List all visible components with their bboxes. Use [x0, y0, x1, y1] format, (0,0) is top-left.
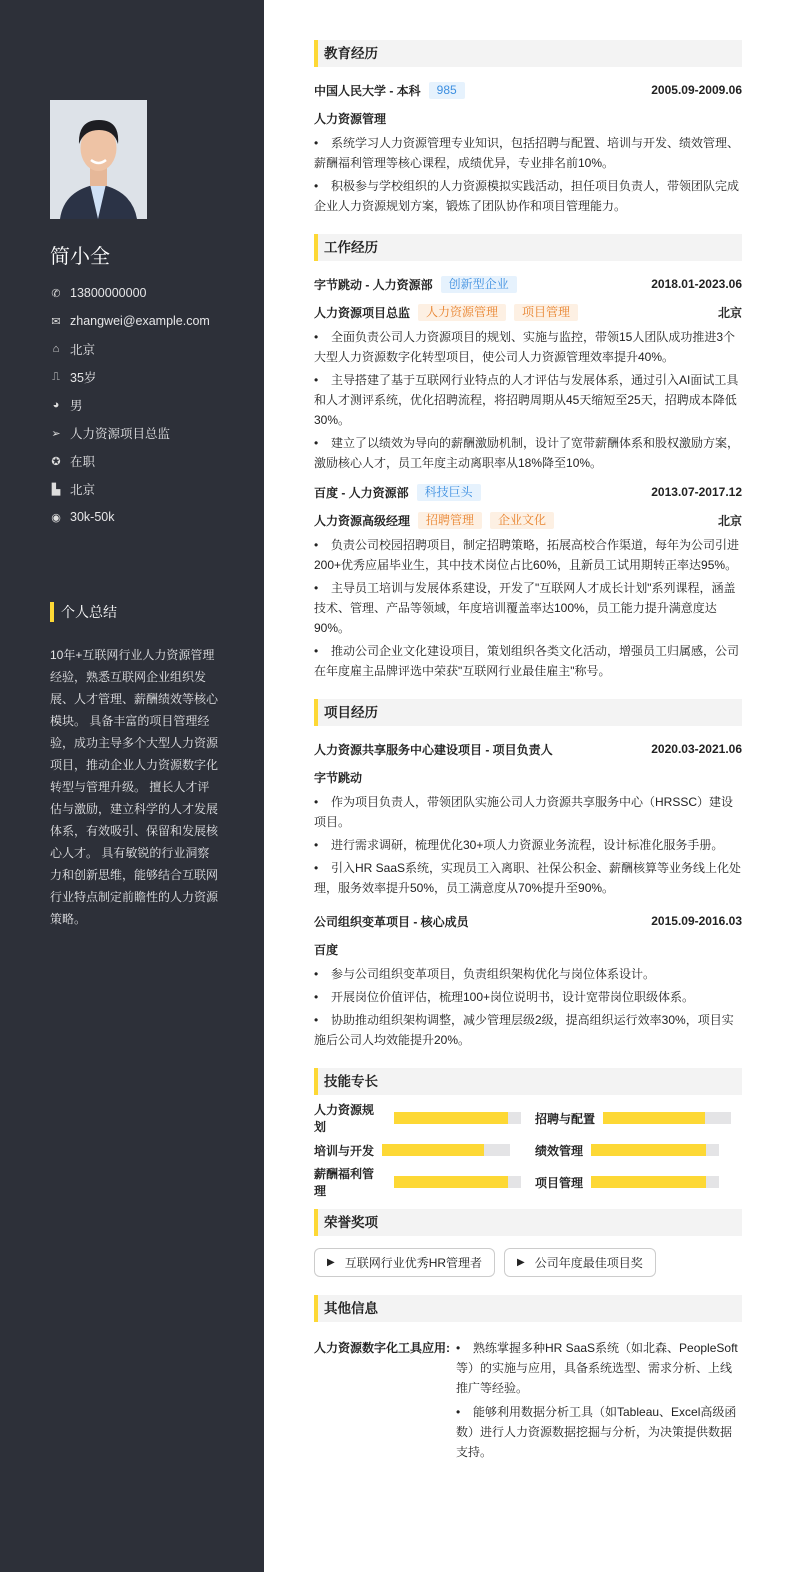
contact-text: 30k-50k — [70, 510, 115, 524]
school: 中国人民大学 - 本科 — [314, 83, 421, 98]
bullet: • 引入HR SaaS系统，实现员工入离职、社保公积金、薪酬核算等业务线上化处理，服务效率提升50%，员工满意度从70%提升至90%。 — [314, 858, 742, 898]
section-heading: 教育经历 — [314, 40, 742, 67]
project-entry — [314, 910, 742, 1050]
award-item — [504, 1248, 656, 1277]
salary-icon: ◉ — [51, 511, 61, 524]
project-org: 百度 — [314, 942, 339, 957]
summary-heading: 个人总结 — [50, 602, 117, 622]
project-entry — [314, 738, 742, 898]
other-section — [314, 1295, 742, 1466]
gender-icon: ◕ — [52, 399, 60, 411]
skill-item — [314, 1103, 521, 1134]
skill-item — [535, 1171, 742, 1193]
skill-bar — [603, 1112, 731, 1124]
skill-bar — [382, 1144, 510, 1156]
section-heading: 工作经历 — [314, 234, 742, 261]
bullet: • 熟练掌握多种HR SaaS系统（如北森、PeopleSoft等）的实施与应用，具备系统选型、需求分析、上线推广等经验。 — [456, 1338, 742, 1398]
bullet: • 负责公司校园招聘项目，制定招聘策略，拓展高校合作渠道，每年为公司引进200+优秀应届毕业生，其中技术岗位占比60%，且新员工试用期转正率达95%。 — [314, 535, 742, 575]
mail-icon: ✉ — [51, 315, 61, 328]
skill-bar — [591, 1144, 719, 1156]
job-entry — [314, 481, 742, 681]
projects-section — [314, 699, 742, 1050]
summary-text: 10年+互联网行业人力资源管理经验，熟悉互联网企业组织发展、人才管理、薪酬绩效等核心模块。 具备丰富的项目管理经验，成功主导多个大型人力资源项目，推动企业人力资源数字化转型与管理升级。 擅长人才评估与激励，建立科学的人才发展体系，有效吸引、保留和发展核心人才。 具有敏锐的行业洞察力和创新思维，能够结合互联网行业特点制定前瞻性的人力资源策略。 — [50, 648, 219, 926]
other-label: 人力资源数字化工具应用: — [314, 1341, 450, 1355]
contact-text: 男 — [70, 399, 83, 413]
award-label: 互联网行业优秀HR管理者 — [344, 1256, 483, 1270]
company-tag: 科技巨头 — [417, 484, 481, 501]
skill-bar — [394, 1112, 521, 1124]
candidate-name: 简小全 — [50, 246, 110, 268]
status-icon: ✪ — [51, 455, 61, 468]
skill-name: 项目管理 — [535, 1175, 584, 1190]
company: 字节跳动 - 人力资源部 — [314, 277, 433, 292]
bullet: • 积极参与学校组织的人力资源模拟实践活动，担任项目负责人，带领团队完成企业人力资源规划方案，锻炼了团队协作和项目管理能力。 — [314, 176, 742, 216]
send-icon: ➢ — [51, 427, 61, 440]
contact-position — [50, 419, 210, 447]
bullet: • 开展岗位价值评估，梳理100+岗位说明书，设计宽带岗位职级体系。 — [314, 987, 742, 1007]
skill-bar-fill — [591, 1176, 706, 1188]
city: 北京 — [717, 305, 742, 320]
building-icon: ▙ — [51, 483, 61, 496]
skill-tag: 招聘管理 — [418, 512, 482, 529]
major: 人力资源管理 — [314, 111, 387, 126]
contact-status — [50, 447, 210, 475]
contact-age — [50, 363, 210, 391]
contact-text: 在职 — [70, 455, 96, 469]
bullet: • 主导员工培训与发展体系建设，开发了"互联网人才成长计划"系列课程，涵盖技术、管理、产品等领域，年度培训覆盖率达100%，员工能力提升满意度达90%。 — [314, 578, 742, 638]
bullet: • 参与公司组织变革项目，负责组织架构优化与岗位体系设计。 — [314, 964, 742, 984]
contact-work-city — [50, 475, 210, 503]
contact-text: 北京 — [70, 483, 96, 497]
section-heading: 其他信息 — [314, 1295, 742, 1322]
bullet: • 系统学习人力资源管理专业知识，包括招聘与配置、培训与开发、绩效管理、薪酬福利管理等核心课程，成绩优异，专业排名前10%。 — [314, 133, 742, 173]
profile-photo — [50, 100, 147, 219]
project-name: 公司组织变革项目 - 核心成员 — [314, 914, 469, 929]
contact-salary — [50, 503, 210, 531]
skill-name: 人力资源规划 — [314, 1103, 375, 1134]
skill-name: 培训与开发 — [314, 1143, 375, 1158]
award-label: 公司年度最佳项目奖 — [534, 1256, 643, 1270]
skill-item — [535, 1139, 742, 1161]
contact-email — [50, 307, 210, 335]
date: 2020.03-2021.06 — [651, 742, 742, 756]
triangle-icon: ▶ — [517, 1257, 525, 1268]
project-name: 人力资源共享服务中心建设项目 - 项目负责人 — [314, 742, 553, 757]
bullet: • 建立了以绩效为导向的薪酬激励机制，设计了宽带薪酬体系和股权激励方案，激励核心人才，员工年度主动离职率从18%降至10%。 — [314, 433, 742, 473]
skill-name: 招聘与配置 — [535, 1111, 596, 1126]
role: 人力资源高级经理 — [314, 513, 411, 528]
skills-grid — [314, 1103, 742, 1198]
skill-name: 薪酬福利管理 — [314, 1167, 375, 1198]
bullet: • 推动公司企业文化建设项目，策划组织各类文化活动，增强员工归属感，公司在年度雇主品牌评选中荣获"互联网行业最佳雇主"称号。 — [314, 641, 742, 681]
skill-tag: 企业文化 — [490, 512, 554, 529]
contact-text: 13800000000 — [70, 286, 147, 300]
job-entry — [314, 273, 742, 473]
bullet: • 能够利用数据分析工具（如Tableau、Excel高级函数）进行人力资源数据挖掘与分析，为决策提供数据支持。 — [456, 1402, 742, 1462]
company-tag: 创新型企业 — [441, 276, 517, 293]
skill-bar-fill — [394, 1112, 509, 1124]
date: 2018.01-2023.06 — [651, 277, 742, 291]
skill-tag: 项目管理 — [514, 304, 578, 321]
bullet: • 协助推动组织架构调整，减少管理层级2级，提高组织运行效率30%，项目实施后公司人均效能提升20%。 — [314, 1010, 742, 1050]
contact-gender — [50, 391, 210, 419]
skill-bar-fill — [394, 1176, 509, 1188]
skill-item — [314, 1139, 521, 1161]
date: 2013.07-2017.12 — [651, 485, 742, 499]
contact-list — [50, 279, 210, 531]
sidebar — [0, 0, 264, 1572]
contact-text: 35岁 — [70, 371, 97, 385]
skill-tag: 人力资源管理 — [418, 304, 506, 321]
contact-text: 北京 — [70, 343, 96, 357]
contact-text: zhangwei@example.com — [70, 314, 210, 328]
age-icon: ⎍ — [52, 370, 60, 383]
contact-phone — [50, 279, 210, 307]
awards-section — [314, 1209, 742, 1277]
project-org: 字节跳动 — [314, 770, 363, 785]
home-icon: ⌂ — [52, 343, 60, 355]
section-heading: 项目经历 — [314, 699, 742, 726]
bullet: • 作为项目负责人，带领团队实施公司人力资源共享服务中心（HRSSC）建设项目。 — [314, 792, 742, 832]
skills-section — [314, 1068, 742, 1198]
section-heading: 技能专长 — [314, 1068, 742, 1095]
role: 人力资源项目总监 — [314, 305, 411, 320]
bullet: • 进行需求调研，梳理优化30+项人力资源业务流程，设计标准化服务手册。 — [314, 835, 742, 855]
work-section — [314, 234, 742, 681]
skill-bar — [394, 1176, 521, 1188]
date: 2005.09-2009.06 — [651, 83, 742, 97]
skill-name: 绩效管理 — [535, 1143, 584, 1158]
skill-bar-fill — [603, 1112, 705, 1124]
bullet: • 全面负责公司人力资源项目的规划、实施与监控，带领15人团队成功推进3个大型人力资源数字化转型项目，使公司人力资源管理效率提升40%。 — [314, 327, 742, 367]
skill-bar — [591, 1176, 719, 1188]
contact-text: 人力资源项目总监 — [70, 427, 171, 441]
skill-item — [314, 1167, 521, 1198]
date: 2015.09-2016.03 — [651, 914, 742, 928]
skill-item — [535, 1107, 742, 1129]
bullet: • 主导搭建了基于互联网行业特点的人才评估与发展体系，通过引入AI面试工具和人才测评系统，优化招聘流程，将招聘周期从45天缩短至25天，招聘成本降低30%。 — [314, 370, 742, 430]
education-section — [314, 40, 742, 216]
main-content — [314, 40, 742, 1466]
company: 百度 - 人力资源部 — [314, 485, 409, 500]
city: 北京 — [717, 513, 742, 528]
section-heading: 荣誉奖项 — [314, 1209, 742, 1236]
skill-bar-fill — [382, 1144, 484, 1156]
award-item — [314, 1248, 495, 1277]
triangle-icon: ▶ — [327, 1257, 335, 1268]
skill-bar-fill — [591, 1144, 706, 1156]
school-tag: 985 — [429, 82, 465, 99]
phone-icon: ✆ — [51, 287, 61, 300]
contact-location — [50, 335, 210, 363]
